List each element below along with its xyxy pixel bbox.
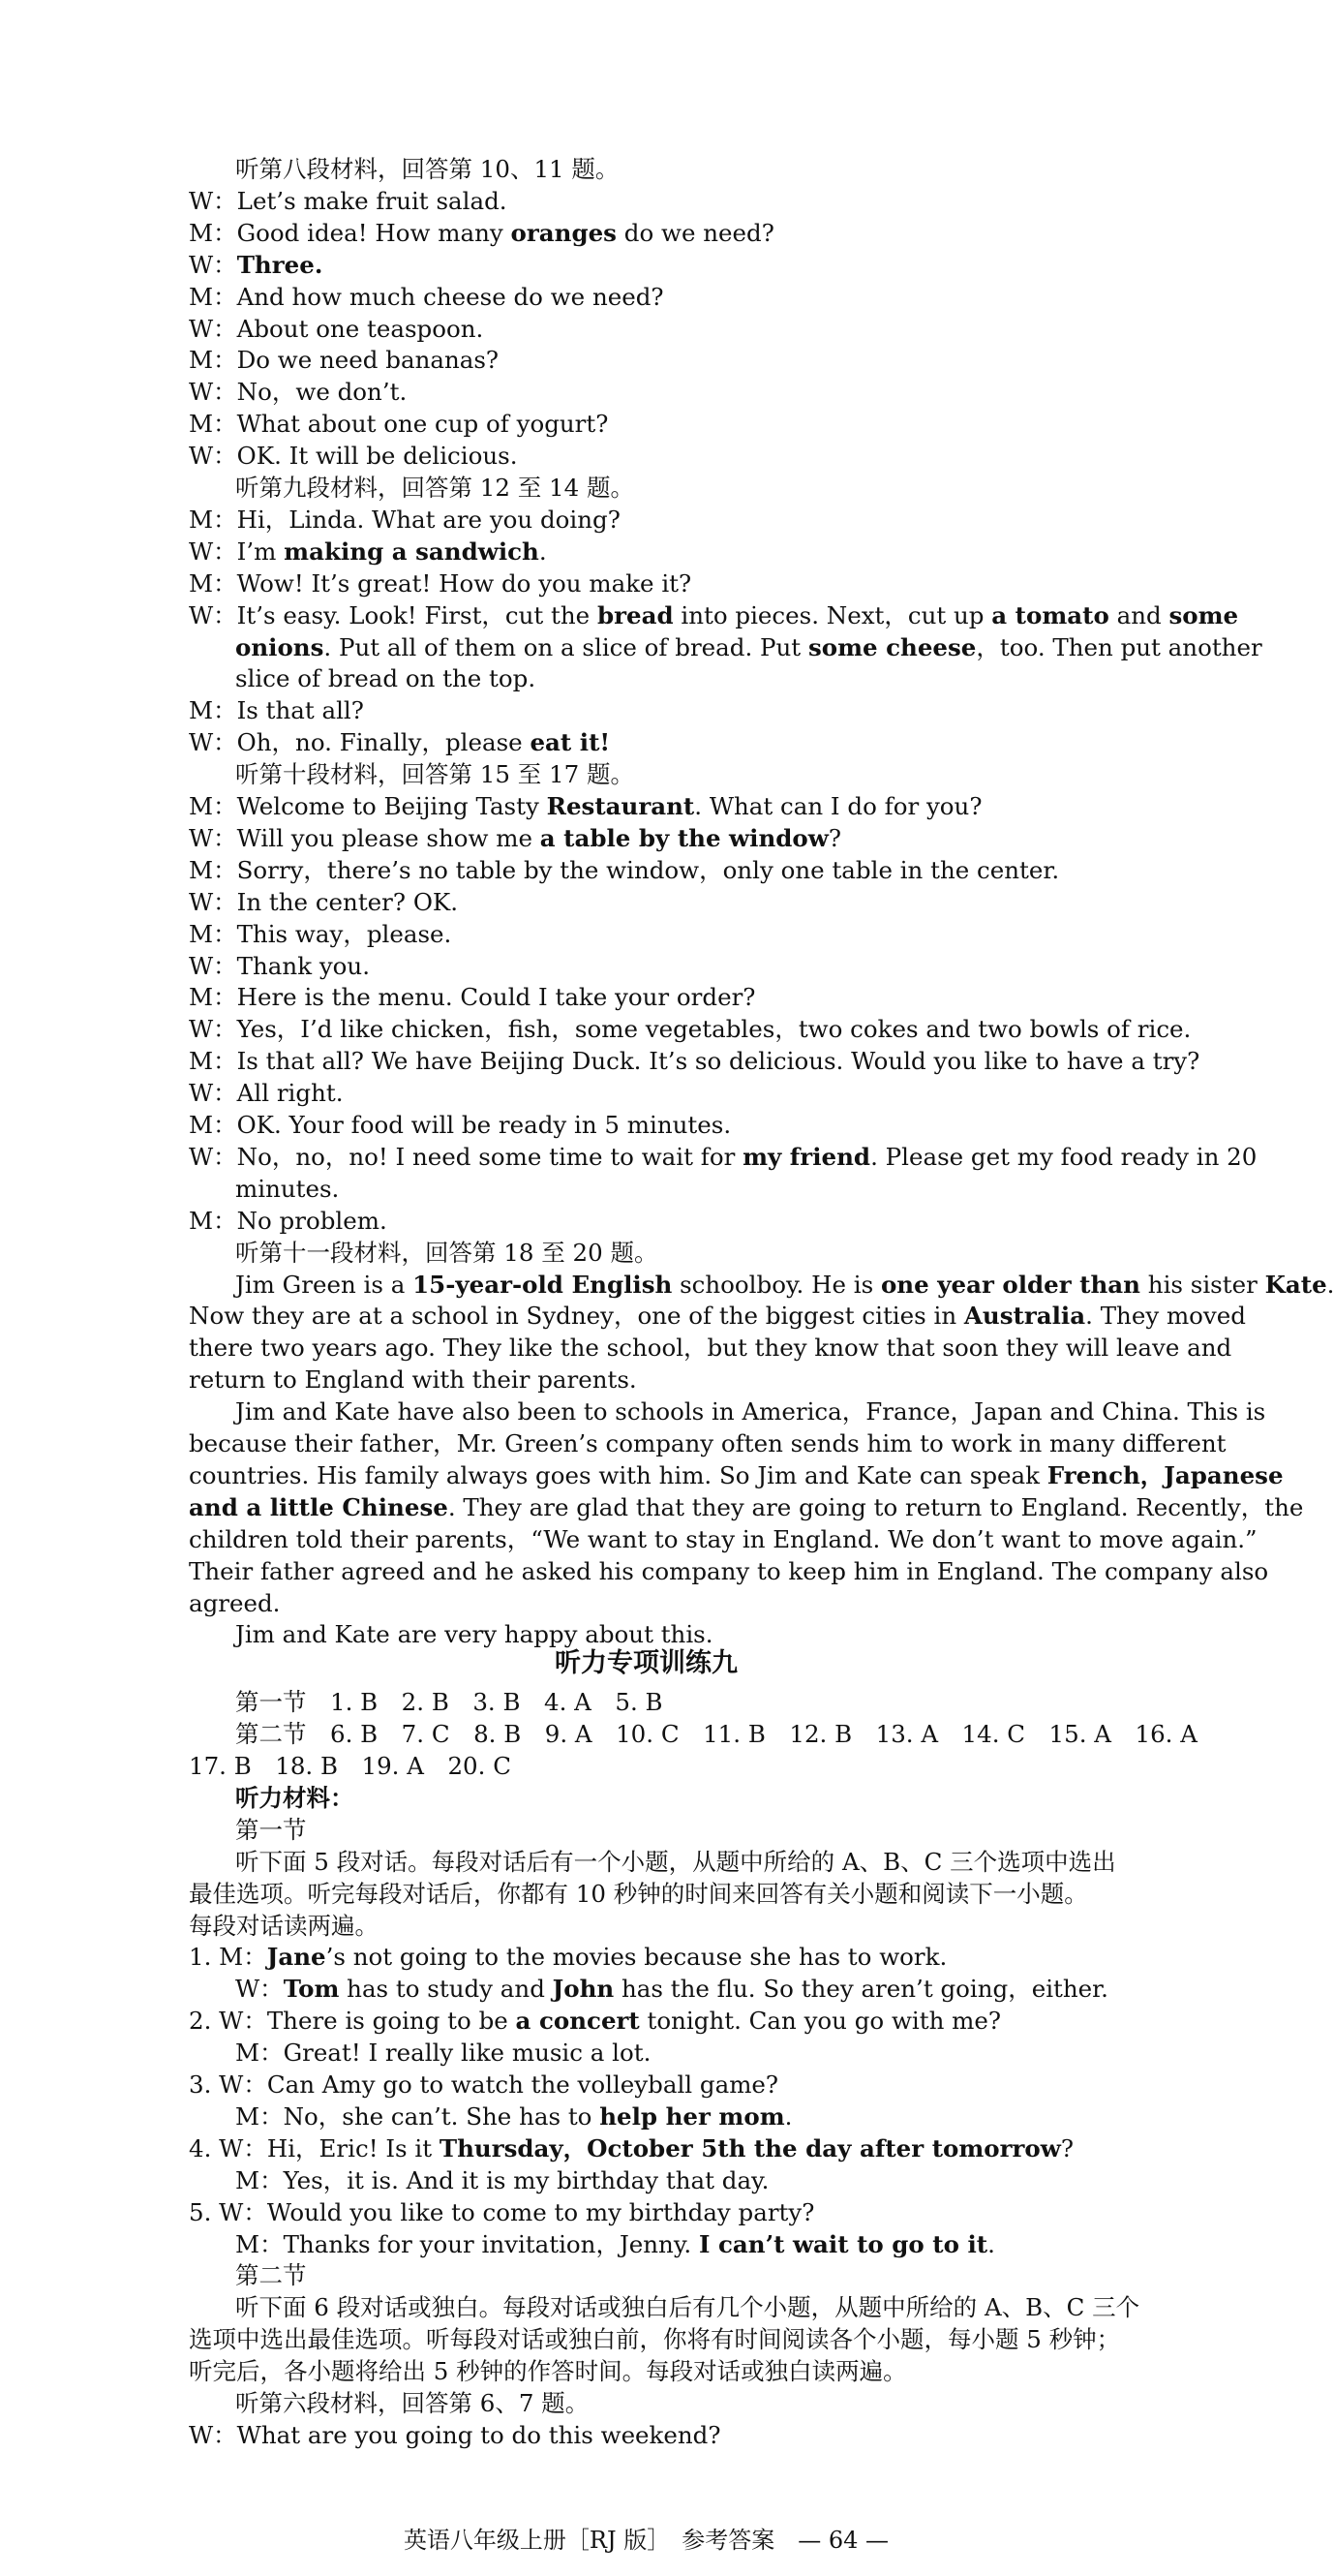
text-run: W：Thank you. xyxy=(189,951,370,980)
text-run: M：No problem. xyxy=(189,1206,387,1235)
text-line xyxy=(235,662,1271,694)
text-run: 最佳选项。听完每段对话后，你都有 10 秒钟的时间来回答有关小题和阅读下一小题。 xyxy=(189,1879,1088,1908)
text-run: 17. B 18. B 19. A 20. C xyxy=(189,1752,511,1780)
text-run: 5. W：Would you like to come to my birthday party? xyxy=(189,2197,815,2226)
text-run: M：Yes，it is. And it is my birthday that day. xyxy=(235,2165,770,2194)
text-line xyxy=(189,1109,1225,1141)
text-run: M：Do we need bananas? xyxy=(189,346,500,375)
text-run: 选项中选出最佳选项。听每段对话或独白前，你将有时间阅读各个小题，每小题 5 秒钟； xyxy=(189,2325,1121,2354)
bold-text: Thursday，October 5th the day after tomorrow xyxy=(439,2133,1061,2162)
text-run: W：No，no，no! I need some time to wait for xyxy=(189,1142,743,1171)
text-run: agreed. xyxy=(189,1588,281,1617)
text-line xyxy=(189,1523,1258,1555)
text-line xyxy=(189,1332,1232,1364)
text-run: tonight. Can you go with me? xyxy=(639,2007,1002,2036)
text-line xyxy=(189,2355,1225,2387)
text-run: his sister xyxy=(1140,1270,1265,1299)
text-run: Jim and Kate are very happy about this. xyxy=(235,1620,713,1649)
text-line xyxy=(189,950,1225,982)
text-line xyxy=(189,1300,1246,1332)
bold-text: Restaurant xyxy=(546,792,695,820)
text-run: 听第十一段材料，回答第 18 至 20 题。 xyxy=(235,1238,658,1267)
text-run: W：Will you please show me xyxy=(189,823,540,852)
text-run: W：It’s easy. Look! First，cut the xyxy=(189,600,597,629)
text-run: ’s not going to the movies because she has to work. xyxy=(325,1943,948,1972)
text-run: . Please get my food ready in 20 xyxy=(870,1142,1258,1171)
text-run: Their father agreed and he asked his company to keep him in England. The company also xyxy=(189,1556,1269,1585)
text-line xyxy=(189,981,1225,1013)
text-run: 听第八段材料，回答第 10、11 题。 xyxy=(235,155,620,183)
text-run: . What can I do for you? xyxy=(694,792,983,820)
text-line xyxy=(189,249,1225,281)
text-line xyxy=(235,2259,1271,2291)
text-line xyxy=(189,1878,1225,1910)
bold-text: a tomato xyxy=(991,600,1109,629)
text-line xyxy=(189,2196,1225,2228)
text-run: 听下面 5 段对话。每段对话后有一个小题，从题中所给的 A、B、C 三个选项中选出 xyxy=(235,1847,1116,1876)
text-run: . They are glad that they are going to return to England. Recently，the xyxy=(447,1492,1304,1521)
bold-text: onions xyxy=(235,632,324,661)
text-run: 每段对话读两遍。 xyxy=(189,1911,379,1940)
text-run: M：What about one cup of yogurt? xyxy=(189,410,609,439)
text-run: has to study and xyxy=(339,1975,553,2004)
text-line xyxy=(235,1718,1271,1750)
text-line xyxy=(189,1013,1225,1045)
text-line xyxy=(235,153,1271,185)
text-run: . xyxy=(538,537,547,566)
text-line xyxy=(189,1077,1225,1109)
bold-text: my friend xyxy=(743,1142,871,1171)
text-run: 听第十段材料，回答第 15 至 17 题。 xyxy=(235,760,635,789)
text-line xyxy=(189,2069,1225,2101)
text-run: 听力专项训练九 xyxy=(555,1648,738,1679)
text-run: Now they are at a school in Sydney，one of the biggest cities in xyxy=(189,1302,964,1331)
text-line xyxy=(235,1173,1271,1205)
bold-text: some cheese xyxy=(807,632,977,661)
text-run: W：Oh，no. Finally，please xyxy=(189,728,531,757)
bold-text: Kate xyxy=(1264,1270,1327,1299)
text-run: Jim Green is a xyxy=(235,1270,413,1299)
text-line xyxy=(189,2419,1225,2451)
text-run: . Put all of them on a slice of bread. Put xyxy=(323,632,808,661)
text-run: has the flu. So they aren’t going，either. xyxy=(614,1975,1108,2004)
bold-text: a concert xyxy=(515,2007,640,2036)
bold-text: help her mom xyxy=(599,2101,785,2131)
bold-text: Tom xyxy=(283,1975,340,2004)
text-line xyxy=(189,1205,1225,1237)
text-run: M：This way，please. xyxy=(189,919,452,948)
text-run: ? xyxy=(1060,2133,1075,2162)
text-run: M：Is that all? We have Beijing Duck. It’s so delicious. Would you like to have a try? xyxy=(189,1047,1200,1076)
text-line xyxy=(189,1141,1258,1173)
text-line xyxy=(235,1846,1271,1878)
text-run: W：About one teaspoon. xyxy=(189,314,484,343)
text-run: W：Yes，I’d like chicken，fish，some vegetables，two cokes and two bowls of rice. xyxy=(189,1015,1192,1044)
text-run: 听第六段材料，回答第 6、7 题。 xyxy=(235,2389,590,2417)
text-run: M：OK. Your food will be ready in 5 minutes. xyxy=(189,1111,732,1139)
text-line xyxy=(235,758,1271,790)
text-run: there two years ago. They like the school，but they know that soon they will leave and xyxy=(189,1334,1232,1363)
text-run: M：Hi，Linda. What are you doing? xyxy=(189,505,621,534)
text-line xyxy=(189,185,1225,217)
text-run: into pieces. Next，cut up xyxy=(673,600,992,629)
text-line xyxy=(235,2164,1271,2196)
text-run: M：Good idea! How many xyxy=(189,218,511,247)
text-run: M：Welcome to Beijing Tasty xyxy=(189,792,547,820)
text-run: children told their parents，“We want to stay in England. We don’t want to move again.” xyxy=(189,1524,1258,1553)
section-title xyxy=(0,1646,1292,1681)
text-line xyxy=(189,1941,1225,1973)
text-line xyxy=(189,567,1225,599)
text-line xyxy=(189,536,1225,567)
text-run: . xyxy=(987,2229,995,2258)
text-run: 听第九段材料，回答第 12 至 14 题。 xyxy=(235,474,635,502)
text-run: 3. W：Can Amy go to watch the volleyball game? xyxy=(189,2070,779,2099)
text-run: 2. W：There is going to be xyxy=(189,2007,516,2036)
text-line xyxy=(189,2005,1225,2037)
bold-text: and a little Chinese xyxy=(189,1492,448,1521)
text-run: M：Wow! It’s great! How do you make it? xyxy=(189,568,692,598)
text-run: countries. His family always goes with him. So Jim and Kate can speak xyxy=(189,1460,1047,1489)
text-run: W：OK. It will be delicious. xyxy=(189,442,518,471)
text-line xyxy=(189,2132,1225,2164)
text-run: 第二节 xyxy=(235,2261,307,2290)
bold-text: some xyxy=(1168,600,1239,629)
text-line xyxy=(189,281,1225,313)
text-run: 1. M： xyxy=(189,1943,267,1972)
bold-text: eat it! xyxy=(530,728,611,757)
text-line xyxy=(189,1587,1225,1619)
text-line xyxy=(189,1750,1225,1782)
text-line xyxy=(189,1364,1225,1395)
text-run: M：Great! I really like music a lot. xyxy=(235,2039,652,2068)
text-run: do we need? xyxy=(616,218,774,247)
text-line xyxy=(235,1782,1271,1814)
text-line xyxy=(189,440,1225,472)
text-line xyxy=(189,1910,1225,1942)
text-line xyxy=(235,1686,1271,1718)
text-line xyxy=(189,886,1225,918)
bold-text: French，Japanese xyxy=(1046,1460,1284,1489)
text-line xyxy=(189,376,1225,408)
text-line xyxy=(189,854,1225,886)
text-run: and xyxy=(1108,600,1169,629)
bold-text: bread xyxy=(596,600,674,629)
text-run: 听完后，各小题将给出 5 秒钟的作答时间。每段对话或独白读两遍。 xyxy=(189,2357,907,2386)
bold-text: Three. xyxy=(236,250,323,279)
text-line xyxy=(189,504,1225,536)
text-line xyxy=(235,1814,1271,1846)
text-line xyxy=(189,1555,1269,1587)
text-run: ? xyxy=(828,823,841,852)
text-line xyxy=(189,408,1225,440)
text-run: because their father，Mr. Green’s company often sends him to work in many different xyxy=(189,1429,1227,1457)
text-run: W：I’m xyxy=(189,537,285,566)
text-run: W：All right. xyxy=(189,1079,344,1108)
text-run: W：Let’s make fruit salad. xyxy=(189,186,507,215)
bold-text: 听力材料： xyxy=(235,1783,354,1812)
text-line xyxy=(235,2037,1271,2069)
text-line xyxy=(235,1395,1271,1427)
text-run: . xyxy=(784,2101,793,2131)
text-line xyxy=(189,217,1225,249)
text-run: 第二节 6. B 7. C 8. B 9. A 10. C 11. B 12. B 13. A 14. C 15. A 16. A xyxy=(235,1720,1198,1749)
text-run: W：No，we don’t. xyxy=(189,378,408,407)
text-line xyxy=(235,2101,1271,2132)
text-line xyxy=(235,1973,1271,2005)
text-run: W： xyxy=(235,1975,284,2004)
text-line xyxy=(189,2323,1225,2355)
text-run: . They moved xyxy=(1085,1302,1246,1331)
text-run: Jim and Kate have also been to schools in America，France，Japan and China. This is xyxy=(235,1397,1266,1426)
bold-text: a table by the window xyxy=(539,823,829,852)
text-line xyxy=(189,790,1225,822)
text-run: M：Here is the menu. Could I take your order? xyxy=(189,983,756,1012)
bold-text: Jane xyxy=(266,1943,326,1972)
bold-text: making a sandwich xyxy=(284,537,539,566)
text-run: M：Is that all? xyxy=(189,696,364,725)
text-line xyxy=(235,2387,1271,2419)
text-line xyxy=(189,694,1225,726)
text-run: schoolboy. He is xyxy=(672,1270,881,1299)
text-line xyxy=(189,1491,1304,1523)
text-line xyxy=(189,918,1225,950)
page-footer: 英语八年级上册［RJ 版］ 参考答案 — 64 — xyxy=(403,2527,890,2554)
text-run: M：No，she can’t. She has to xyxy=(235,2101,600,2131)
text-run: 4. W：Hi，Eric! Is it xyxy=(189,2133,440,2162)
bold-text: oranges xyxy=(510,218,617,247)
text-line xyxy=(235,1237,1271,1269)
text-line xyxy=(189,344,1225,376)
text-line xyxy=(235,2291,1271,2323)
text-line xyxy=(189,1045,1225,1077)
text-run: W：In the center? OK. xyxy=(189,887,458,916)
text-line xyxy=(189,726,1225,758)
bold-text: 15-year-old English xyxy=(412,1270,673,1299)
text-run: 第一节 xyxy=(235,1815,307,1844)
text-run: minutes. xyxy=(235,1174,340,1203)
text-line xyxy=(235,1269,1334,1301)
text-run: M：And how much cheese do we need? xyxy=(189,282,664,311)
text-run: slice of bread on the top. xyxy=(235,664,536,693)
text-line xyxy=(189,1459,1284,1491)
text-run: M：Sorry，there’s no table by the window，only one table in the center. xyxy=(189,855,1060,884)
text-run: 听下面 6 段对话或独白。每段对话或独白后有几个小题，从题中所给的 A、B、C 三个 xyxy=(235,2293,1140,2322)
text-line xyxy=(235,631,1271,663)
text-line xyxy=(189,313,1225,345)
text-run: M：Thanks for your invitation，Jenny. xyxy=(235,2229,699,2258)
bold-text: I can’t wait to go to it xyxy=(698,2229,988,2258)
text-run: . xyxy=(1326,1270,1334,1299)
text-line xyxy=(189,599,1239,631)
text-run: 第一节 1. B 2. B 3. B 4. A 5. B xyxy=(235,1688,663,1717)
text-run: ，too. Then put another xyxy=(976,632,1262,661)
bold-text: John xyxy=(552,1975,615,2004)
text-run: return to England with their parents. xyxy=(189,1365,637,1395)
text-run: W： xyxy=(189,250,237,279)
text-run: W：What are you going to do this weekend? xyxy=(189,2420,721,2449)
text-line xyxy=(235,472,1271,504)
text-line xyxy=(235,2228,1271,2260)
text-line xyxy=(189,822,1225,854)
text-line xyxy=(189,1427,1225,1459)
bold-text: one year older than xyxy=(880,1270,1140,1299)
bold-text: Australia xyxy=(963,1302,1086,1331)
